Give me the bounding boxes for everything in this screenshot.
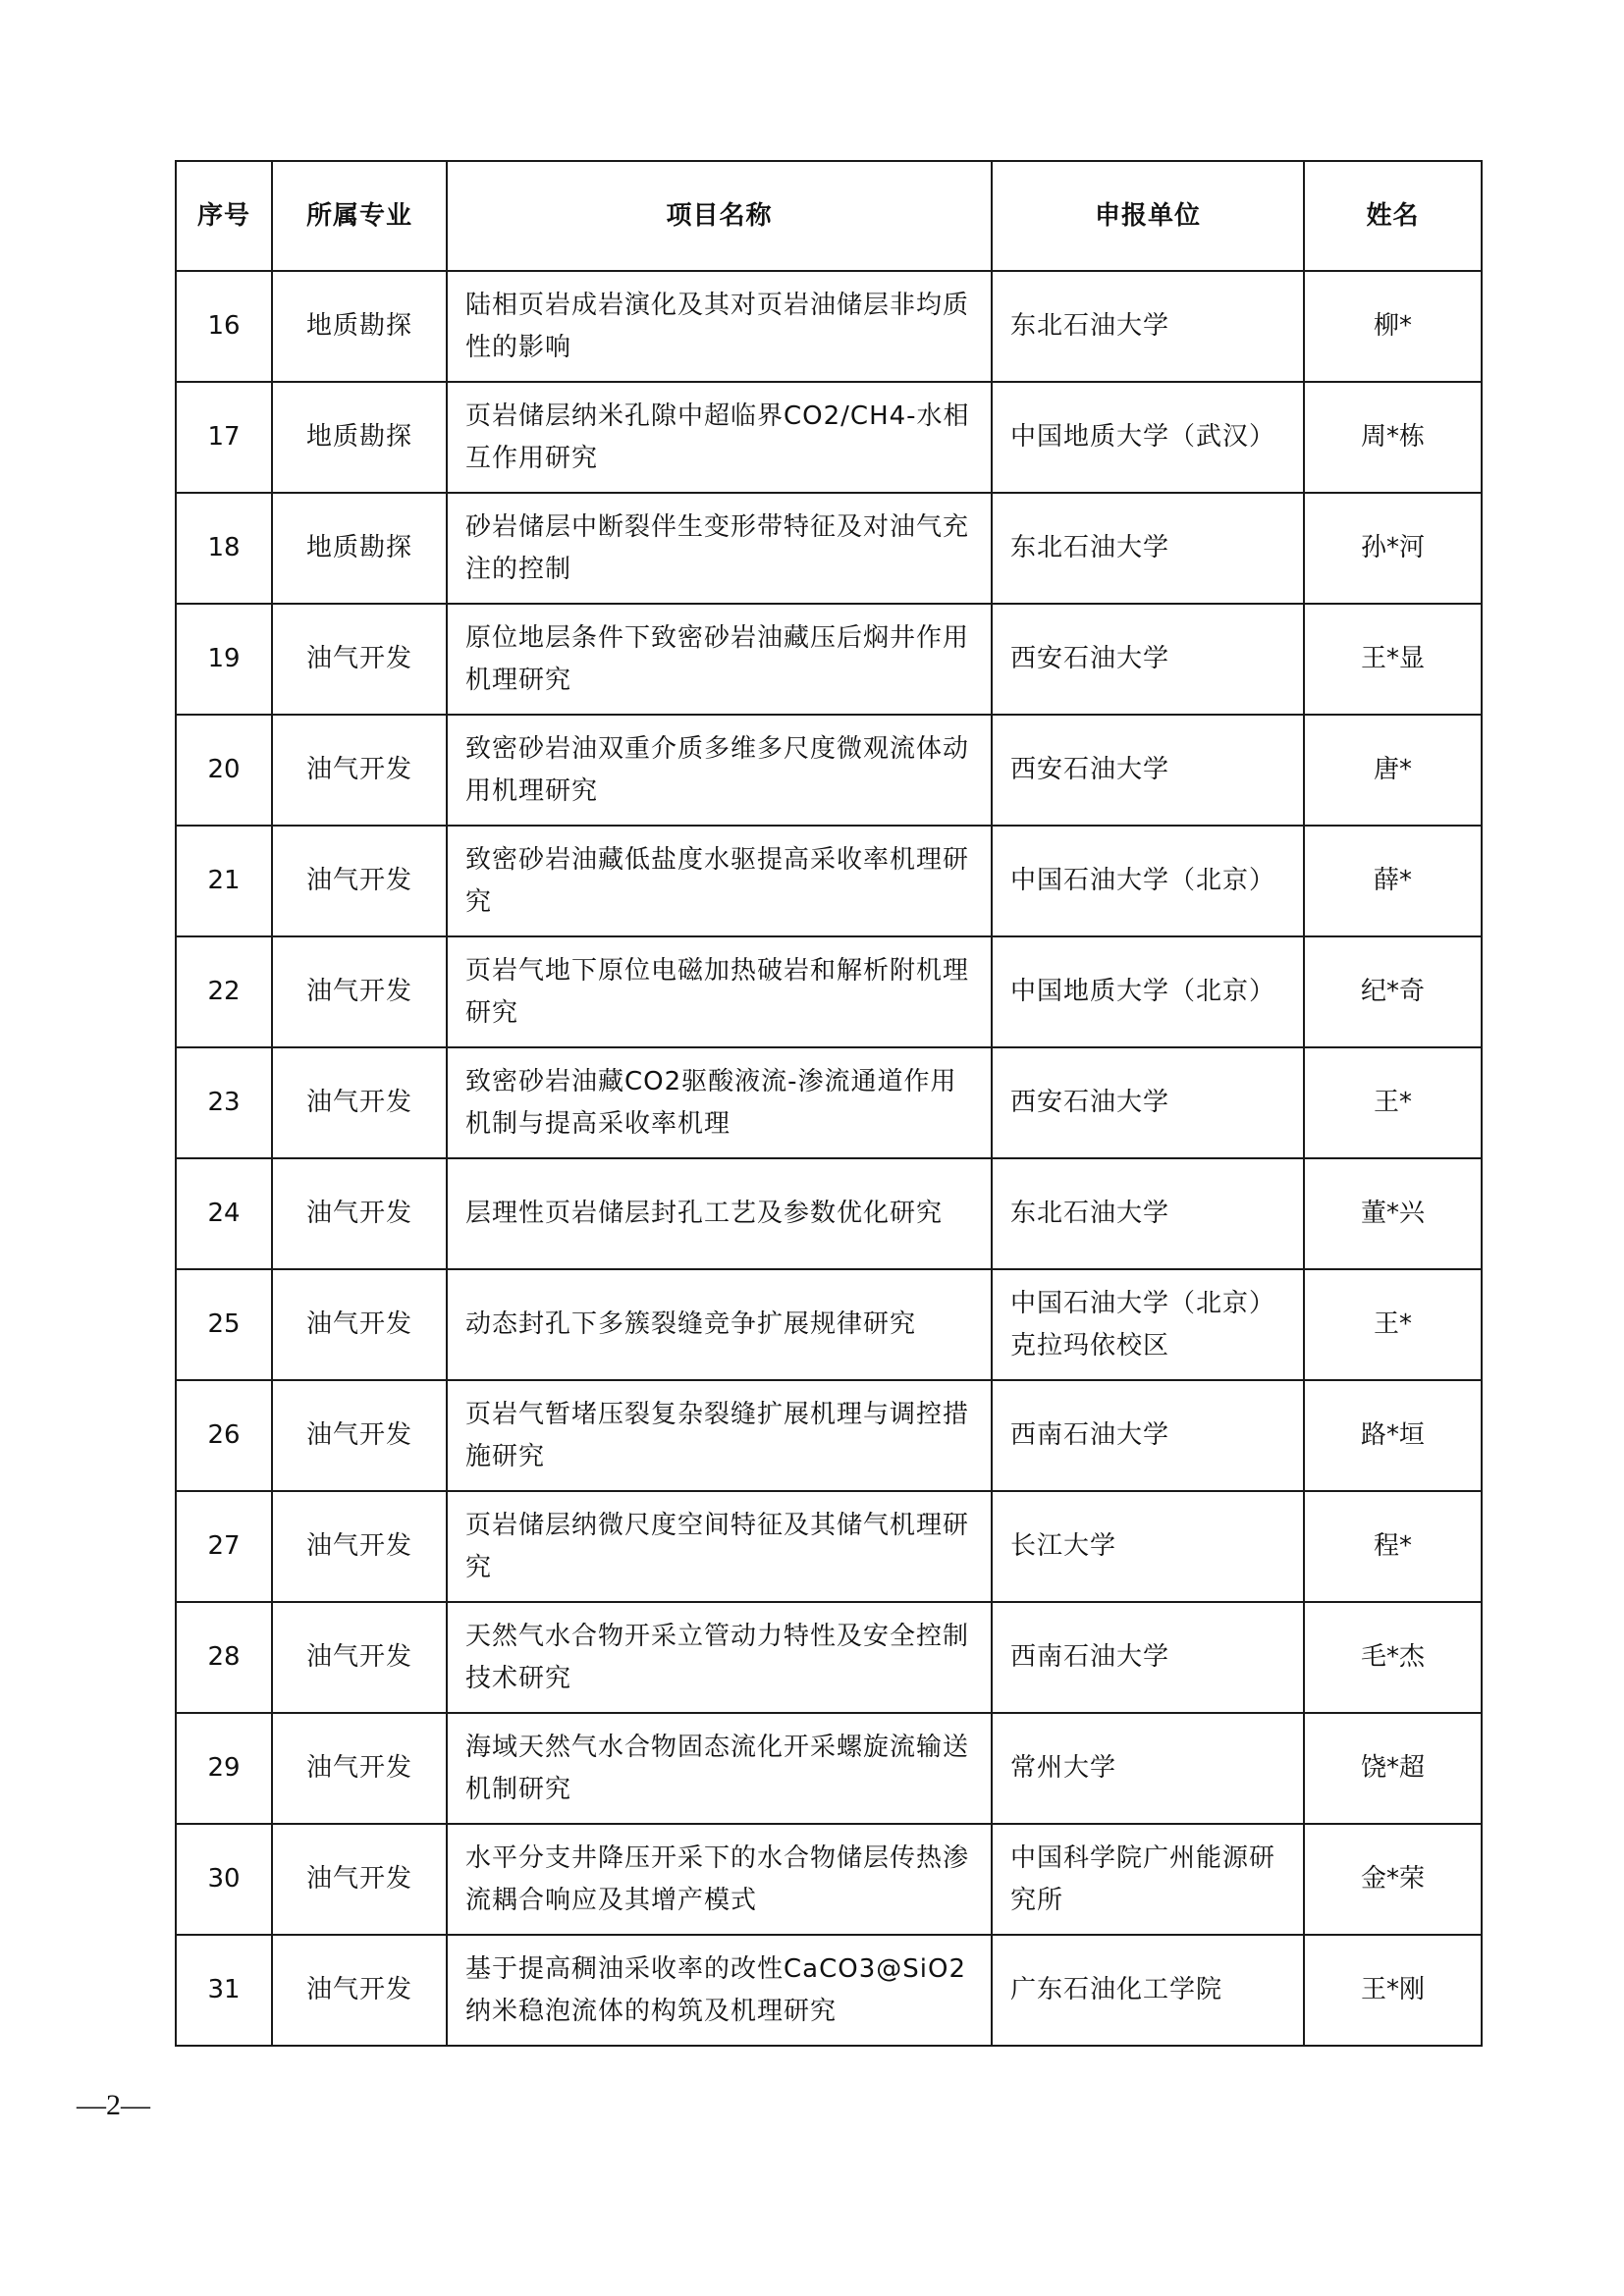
cell-seq: 21 — [176, 826, 272, 936]
cell-unit: 中国地质大学（北京） — [992, 936, 1304, 1047]
cell-project: 砂岩储层中断裂伴生变形带特征及对油气充注的控制 — [447, 493, 992, 604]
cell-project: 页岩储层纳微尺度空间特征及其储气机理研究 — [447, 1491, 992, 1602]
table-row — [176, 1935, 1482, 2046]
cell-unit: 中国石油大学（北京） — [992, 826, 1304, 936]
cell-name: 王* — [1304, 1047, 1482, 1158]
cell-seq: 17 — [176, 382, 272, 493]
cell-major: 油气开发 — [272, 1824, 447, 1935]
cell-seq: 25 — [176, 1269, 272, 1380]
table-header-row — [176, 161, 1482, 271]
cell-seq: 31 — [176, 1935, 272, 2046]
cell-unit: 广东石油化工学院 — [992, 1935, 1304, 2046]
cell-unit: 东北石油大学 — [992, 1158, 1304, 1269]
cell-name: 王*刚 — [1304, 1935, 1482, 2046]
cell-major: 油气开发 — [272, 715, 447, 826]
cell-major: 油气开发 — [272, 604, 447, 715]
cell-name: 孙*河 — [1304, 493, 1482, 604]
cell-major: 地质勘探 — [272, 271, 447, 382]
table-row — [176, 1158, 1482, 1269]
cell-name: 唐* — [1304, 715, 1482, 826]
cell-project: 页岩储层纳米孔隙中超临界CO2/CH4-水相互作用研究 — [447, 382, 992, 493]
cell-name: 薛* — [1304, 826, 1482, 936]
cell-seq: 22 — [176, 936, 272, 1047]
cell-name: 柳* — [1304, 271, 1482, 382]
cell-name: 周*栋 — [1304, 382, 1482, 493]
cell-project: 页岩气暂堵压裂复杂裂缝扩展机理与调控措施研究 — [447, 1380, 992, 1491]
header-major: 所属专业 — [272, 161, 447, 271]
cell-unit: 长江大学 — [992, 1491, 1304, 1602]
cell-project: 致密砂岩油藏CO2驱酸液流-渗流通道作用机制与提高采收率机理 — [447, 1047, 992, 1158]
cell-major: 地质勘探 — [272, 493, 447, 604]
cell-project: 基于提高稠油采收率的改性CaCO3@SiO2纳米稳泡流体的构筑及机理研究 — [447, 1935, 992, 2046]
cell-unit: 东北石油大学 — [992, 493, 1304, 604]
cell-name: 饶*超 — [1304, 1713, 1482, 1824]
header-project: 项目名称 — [447, 161, 992, 271]
header-seq: 序号 — [176, 161, 272, 271]
cell-name: 董*兴 — [1304, 1158, 1482, 1269]
cell-unit: 东北石油大学 — [992, 271, 1304, 382]
cell-major: 油气开发 — [272, 936, 447, 1047]
table-row — [176, 1824, 1482, 1935]
cell-seq: 28 — [176, 1602, 272, 1713]
table-row — [176, 1380, 1482, 1491]
cell-project: 动态封孔下多簇裂缝竞争扩展规律研究 — [447, 1269, 992, 1380]
cell-major: 油气开发 — [272, 1380, 447, 1491]
table-row — [176, 1491, 1482, 1602]
cell-unit: 中国石油大学（北京）克拉玛依校区 — [992, 1269, 1304, 1380]
cell-name: 王* — [1304, 1269, 1482, 1380]
cell-major: 油气开发 — [272, 1713, 447, 1824]
table-row — [176, 1602, 1482, 1713]
cell-seq: 27 — [176, 1491, 272, 1602]
cell-major: 油气开发 — [272, 1491, 447, 1602]
cell-unit: 中国地质大学（武汉） — [992, 382, 1304, 493]
header-unit: 申报单位 — [992, 161, 1304, 271]
cell-project: 致密砂岩油藏低盐度水驱提高采收率机理研究 — [447, 826, 992, 936]
cell-major: 油气开发 — [272, 1602, 447, 1713]
table-row — [176, 826, 1482, 936]
cell-major: 油气开发 — [272, 1158, 447, 1269]
cell-seq: 24 — [176, 1158, 272, 1269]
cell-major: 油气开发 — [272, 1047, 447, 1158]
page-number: —2— — [77, 2089, 150, 2121]
cell-unit: 西南石油大学 — [992, 1380, 1304, 1491]
cell-project: 层理性页岩储层封孔工艺及参数优化研究 — [447, 1158, 992, 1269]
cell-name: 程* — [1304, 1491, 1482, 1602]
table-row — [176, 493, 1482, 604]
table-row — [176, 1713, 1482, 1824]
table-row — [176, 271, 1482, 382]
cell-name: 路*垣 — [1304, 1380, 1482, 1491]
cell-project: 页岩气地下原位电磁加热破岩和解析附机理研究 — [447, 936, 992, 1047]
cell-seq: 19 — [176, 604, 272, 715]
cell-major: 油气开发 — [272, 826, 447, 936]
cell-major: 油气开发 — [272, 1935, 447, 2046]
table-row — [176, 1047, 1482, 1158]
cell-seq: 30 — [176, 1824, 272, 1935]
cell-name: 王*显 — [1304, 604, 1482, 715]
table-row — [176, 382, 1482, 493]
cell-seq: 23 — [176, 1047, 272, 1158]
cell-unit: 常州大学 — [992, 1713, 1304, 1824]
table-row — [176, 936, 1482, 1047]
cell-major: 地质勘探 — [272, 382, 447, 493]
cell-project: 致密砂岩油双重介质多维多尺度微观流体动用机理研究 — [447, 715, 992, 826]
cell-seq: 18 — [176, 493, 272, 604]
cell-unit: 西安石油大学 — [992, 604, 1304, 715]
cell-seq: 20 — [176, 715, 272, 826]
table-body — [176, 271, 1482, 2046]
cell-project: 水平分支井降压开采下的水合物储层传热渗流耦合响应及其增产模式 — [447, 1824, 992, 1935]
project-table — [175, 160, 1483, 2047]
cell-unit: 西安石油大学 — [992, 1047, 1304, 1158]
table-row — [176, 1269, 1482, 1380]
table-row — [176, 715, 1482, 826]
cell-unit: 西南石油大学 — [992, 1602, 1304, 1713]
header-name: 姓名 — [1304, 161, 1482, 271]
table-row — [176, 604, 1482, 715]
cell-project: 陆相页岩成岩演化及其对页岩油储层非均质性的影响 — [447, 271, 992, 382]
cell-seq: 16 — [176, 271, 272, 382]
cell-major: 油气开发 — [272, 1269, 447, 1380]
cell-seq: 29 — [176, 1713, 272, 1824]
cell-name: 金*荣 — [1304, 1824, 1482, 1935]
cell-seq: 26 — [176, 1380, 272, 1491]
cell-project: 天然气水合物开采立管动力特性及安全控制技术研究 — [447, 1602, 992, 1713]
cell-project: 原位地层条件下致密砂岩油藏压后焖井作用机理研究 — [447, 604, 992, 715]
cell-project: 海域天然气水合物固态流化开采螺旋流输送机制研究 — [447, 1713, 992, 1824]
cell-unit: 中国科学院广州能源研究所 — [992, 1824, 1304, 1935]
cell-name: 纪*奇 — [1304, 936, 1482, 1047]
cell-unit: 西安石油大学 — [992, 715, 1304, 826]
cell-name: 毛*杰 — [1304, 1602, 1482, 1713]
